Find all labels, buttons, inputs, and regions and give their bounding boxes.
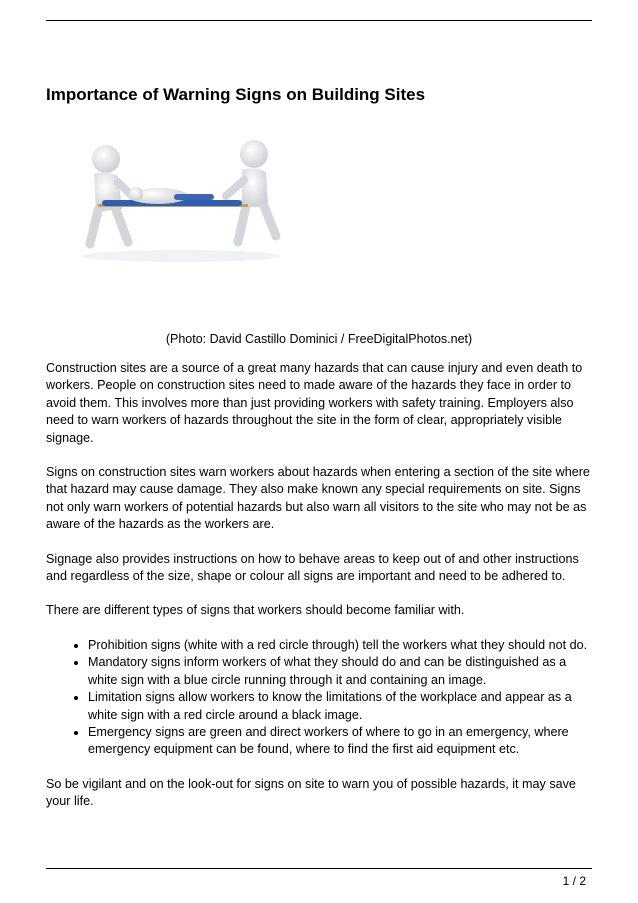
paragraph-intro: Construction sites are a source of a great many hazards that can cause injury and even death to workers. People on construction sites need to made aware of the hazards they face in order to avoid them. This involves more than just providing workers with safety training. Employers also need to warn workers of hazards throughout the site in the form of clear, appropriately visible signage. xyxy=(46,361,583,445)
article-body xyxy=(46,360,594,828)
stretcher-illustration xyxy=(46,124,316,309)
header-rule xyxy=(46,20,592,21)
sign-types-list xyxy=(46,637,594,759)
paragraph-types-intro: There are different types of signs that workers should become familiar with. xyxy=(46,603,465,618)
list-item: • Prohibition signs (white with a red circle through) tell the workers what they should not do. xyxy=(88,637,594,654)
footer-rule xyxy=(46,868,592,869)
list-item: • Emergency signs are green and direct workers of where to go in an emergency, where emergency equipment can be found, where to find the first aid equipment etc. xyxy=(88,724,594,759)
list-item: • Limitation signs allow workers to know the limitations of the workplace and appear as a white sign with a red circle around a black image. xyxy=(88,689,594,724)
page-number: 1 / 2 xyxy=(562,874,586,888)
paragraph-closing: So be vigilant and on the look-out for signs on site to warn you of possible hazards, it may save your life. xyxy=(46,776,576,809)
page-title: Importance of Warning Signs on Building Sites xyxy=(46,85,426,104)
paragraph-warnings: Signs on construction sites warn workers about hazards when entering a section of the site where that hazard may cause damage. They also make known any special requirements on site. Signs not only warn workers of potential hazards but also warn all visitors to the site who may not be as aware of the hazards as the workers are. xyxy=(46,465,590,532)
photo-caption: (Photo: David Castillo Dominici / FreeDigitalPhotos.net) xyxy=(165,332,473,346)
list-item: • Mandatory signs inform workers of what they should do and can be distinguished as a white sign with a blue circle running through it and containing an image. xyxy=(88,654,594,689)
paragraph-instructions: Signage also provides instructions on how to behave areas to keep out of and other instructions and regardless of the size, shape or colour all signs are important and need to be adhered to. xyxy=(46,551,579,584)
